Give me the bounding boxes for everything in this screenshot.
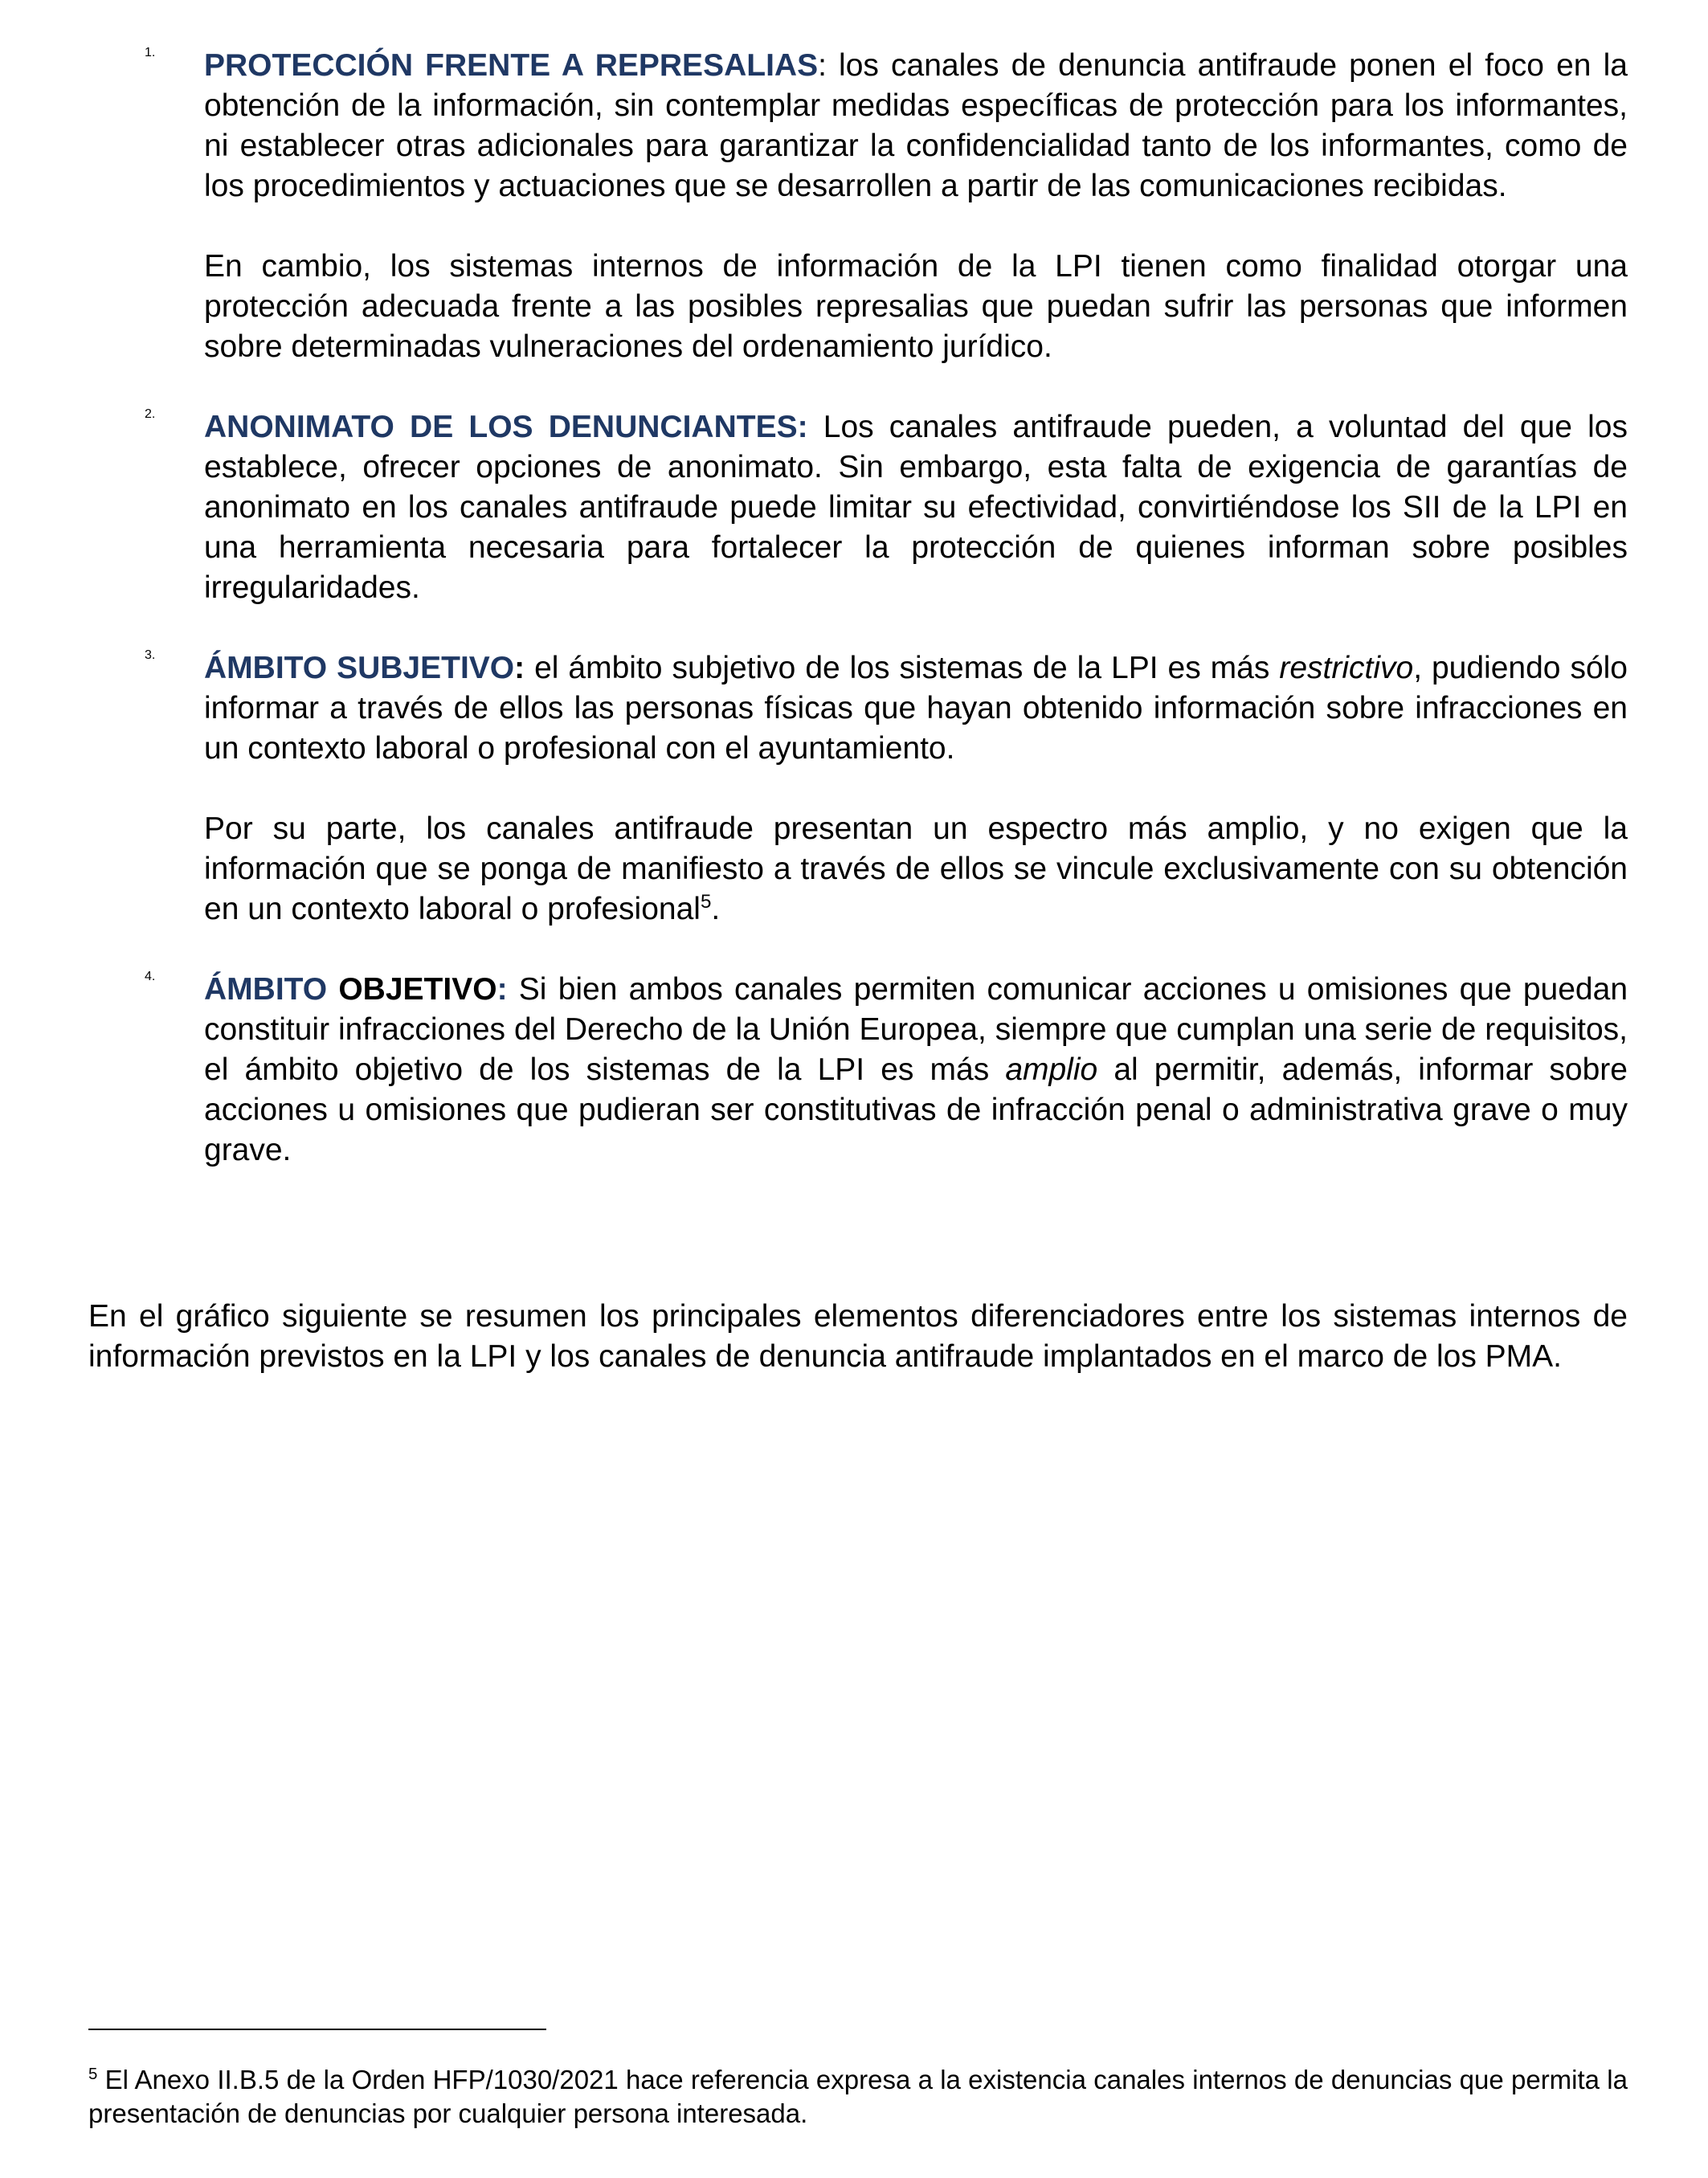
- item-number: 4.: [145, 970, 156, 983]
- list-item-anonimato: [145, 407, 1628, 608]
- item-paragraph: [204, 648, 1628, 769]
- closing-paragraph: En el gráfico siguiente se resumen los principales elementos diferenciadores entre los sistemas internos de información previstos en la LPI y los canales de denuncia antifraude implantados en el marco de los PMA.: [88, 1299, 1628, 1374]
- differences-list: [145, 46, 1628, 1171]
- list-item-ambito-objetivo: [145, 970, 1628, 1171]
- paragraph-end: .: [711, 892, 721, 926]
- item-heading: ANONIMATO DE LOS DENUNCIANTES:: [204, 410, 808, 444]
- item-paragraph-2: [204, 809, 1628, 930]
- item-number: 3.: [145, 648, 156, 662]
- item-text: Si bien ambos canales permiten comunicar acciones u omisiones que puedan constituir infracciones del Derecho de la Unión Europea, siempre que cumplan una serie de requisitos, el ámbito objetivo de los sistemas de la LPI es más: [204, 972, 1628, 1087]
- footnote-text: El Anexo II.B.5 de la Orden HFP/1030/2021 hace referencia expresa a la existencia canales internos de denuncias que permita la presentación de denuncias por cualquier persona interesada.: [88, 2065, 1628, 2128]
- item-heading-blue: ÁMBITO: [204, 972, 328, 1007]
- list-item-ambito-subjetivo: [145, 648, 1628, 930]
- item-text: Los canales antifraude pueden, a voluntad del que los establece, ofrecer opciones de anonimato. Sin embargo, esta falta de exigencia de garantías de anonimato en los canales antifraude puede limitar su efectividad, convirtiéndose los SII de la LPI en una herramienta necesaria para fortalecer la protección de quienes informan sobre posibles irregularidades.: [204, 410, 1628, 605]
- item-text: el ámbito subjetivo de los sistemas de la LPI es más: [525, 651, 1280, 685]
- heading-colon: :: [818, 48, 827, 83]
- item-heading: PROTECCIÓN FRENTE A REPRESALIAS: [204, 48, 819, 83]
- item-text-end: , pudiendo sólo informar a través de ellos las personas físicas que hayan obtenido información sobre infracciones en un contexto laboral o profesional con el ayuntamiento.: [204, 651, 1628, 766]
- item-text: los canales de denuncia antifraude ponen el foco en la obtención de la información, sin contemplar medidas específicas de protección para los informantes, ni establecer otras adicionales para garantizar la confidencialidad tanto de los informantes, como de los procedimientos y actuaciones que se desarrollen a partir de las comunicaciones recibidas.: [204, 48, 1628, 203]
- footnote-separator: [88, 2029, 546, 2030]
- item-heading: ÁMBITO SUBJETIVO: [204, 651, 515, 685]
- item-paragraph-2: En cambio, los sistemas internos de información de la LPI tienen como finalidad otorgar una protección adecuada frente a las posibles represalias que puedan sufrir las personas que informen sobre determinadas vulneraciones del ordenamiento jurídico.: [204, 249, 1628, 364]
- heading-colon: :: [514, 651, 525, 685]
- footnote-marker: 5: [88, 2065, 98, 2083]
- item-italic: amplio: [1005, 1052, 1098, 1087]
- item-paragraph: [204, 407, 1628, 608]
- footnote: [88, 2063, 1628, 2131]
- paragraph-text: Por su parte, los canales antifraude presentan un espectro más amplio, y no exigen que la información que se ponga de manifiesto a través de ellos se vincule exclusivamente con su obtención en un contexto laboral o profesional: [204, 811, 1628, 926]
- item-number: 2.: [145, 407, 156, 421]
- list-item-proteccion: [145, 46, 1628, 367]
- item-paragraph: [204, 46, 1628, 206]
- footnote-reference[interactable]: 5: [700, 891, 712, 913]
- item-italic: restrictivo: [1279, 651, 1414, 685]
- item-heading-black: OBJETIVO: [327, 972, 497, 1007]
- heading-colon: :: [496, 972, 508, 1007]
- item-paragraph: [204, 970, 1628, 1171]
- item-number: 1.: [145, 46, 156, 59]
- item-text-end: al permitir, además, informar sobre acciones u omisiones que pudieran ser constitutivas de infracción penal o administrativa grave o muy grave.: [204, 1052, 1628, 1167]
